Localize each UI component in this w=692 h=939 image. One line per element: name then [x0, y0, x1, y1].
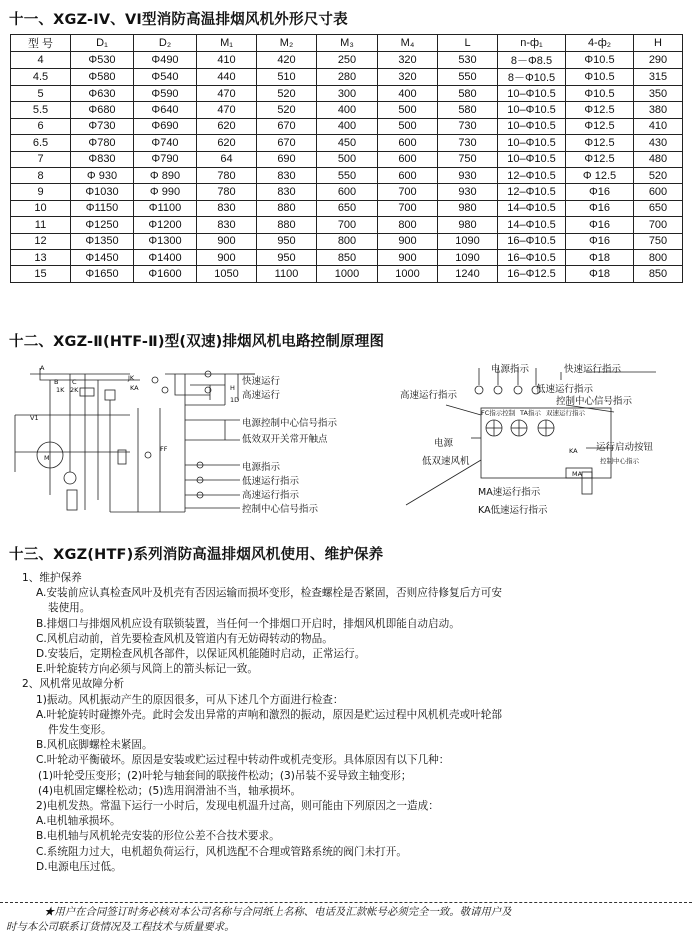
table-cell: 600	[634, 184, 683, 200]
table-cell: Φ1350	[71, 233, 134, 249]
column-header: M₃	[317, 35, 378, 52]
footer-line-1: ★用户在合同签订时务必核对本公司名称与合同纸上名称、电话及汇款帐号必须完全一致。敬请用户及	[44, 906, 512, 918]
table-cell: 900	[197, 233, 257, 249]
table-cell: 12	[11, 233, 71, 249]
label-dual-fan: 低双速风机	[422, 456, 470, 467]
table-row	[11, 118, 683, 134]
maintenance-line: D.安装后，定期检查风机各部件，以保证风机能随时启动，正常运行。	[36, 648, 366, 661]
table-row	[11, 184, 683, 200]
svg-text:KA: KA	[130, 384, 139, 392]
table-row	[11, 233, 683, 249]
maintenance-line: A.叶轮旋转时碰擦外壳。此时会发出异常的声响和激烈的振动，原因是贮运过程中风机机壳或叶轮部	[36, 708, 502, 721]
table-cell: 12–Φ10.5	[498, 184, 566, 200]
table-cell: 1090	[438, 249, 498, 265]
table-cell: 10	[11, 200, 71, 216]
table-cell: Φ1250	[71, 217, 134, 233]
table-row	[11, 217, 683, 233]
table-cell: 600	[378, 151, 438, 167]
table-cell: 930	[438, 167, 498, 183]
table-cell: 6	[11, 118, 71, 134]
maintenance-line: A.安装前应认真检查风叶及机壳有否因运输而损坏变形，检查螺栓是否紧固，否则应待修复后方可安	[36, 587, 502, 600]
table-cell: 1000	[317, 266, 378, 282]
column-header: H	[634, 35, 683, 52]
table-cell: Φ1400	[134, 249, 197, 265]
table-cell: 520	[257, 86, 317, 102]
label-fast-run: 快速运行	[242, 376, 281, 387]
table-cell: 420	[257, 52, 317, 69]
table-cell: 620	[197, 118, 257, 134]
maintenance-line: (4)电机固定螺栓松动；(5)选用润滑油不当，轴承损坏。	[38, 784, 302, 797]
table-cell: 16–Φ12.5	[498, 266, 566, 282]
table-row	[11, 249, 683, 265]
table-cell: 5	[11, 86, 71, 102]
table-cell: 400	[378, 86, 438, 102]
table-cell: 300	[317, 86, 378, 102]
table-cell: Φ630	[71, 86, 134, 102]
table-cell: Φ1650	[71, 266, 134, 282]
svg-text:2K: 2K	[70, 386, 79, 394]
table-row	[11, 69, 683, 86]
svg-text:JK: JK	[128, 374, 135, 382]
label-ta: TA指示	[520, 409, 541, 417]
svg-text:1K: 1K	[56, 386, 65, 394]
table-cell: 600	[378, 135, 438, 151]
table-cell: Φ740	[134, 135, 197, 151]
table-cell: 15	[11, 266, 71, 282]
section-11-title: 十一、XGZ-IV、VI型消防高温排烟风机外形尺寸表	[9, 12, 348, 28]
table-cell: 280	[317, 69, 378, 86]
table-row	[11, 135, 683, 151]
table-cell: 8－Φ8.5	[498, 52, 566, 69]
table-cell: 850	[317, 249, 378, 265]
table-cell: Φ12.5	[566, 118, 634, 134]
table-cell: Φ16	[566, 200, 634, 216]
svg-text:V1: V1	[30, 414, 39, 422]
table-cell: 600	[317, 184, 378, 200]
table-cell: 980	[438, 217, 498, 233]
table-cell: 480	[634, 151, 683, 167]
table-cell: 1000	[378, 266, 438, 282]
label-low-speed: 低速运行指示	[242, 476, 300, 487]
table-cell: Φ12.5	[566, 102, 634, 118]
label-fc: FC指示控制	[481, 409, 516, 417]
label-power-ind-r: 电源指示	[491, 364, 530, 375]
column-header: M₄	[378, 35, 438, 52]
table-cell: Φ1150	[71, 200, 134, 216]
table-cell: Φ10.5	[566, 52, 634, 69]
table-cell: 8	[11, 167, 71, 183]
svg-text:A: A	[40, 364, 45, 372]
column-header: M₁	[197, 35, 257, 52]
table-cell: 500	[378, 102, 438, 118]
maintenance-line: B.排烟口与排烟风机应设有联锁装置，当任何一个排烟口开启时，排烟风机即能自动启动。	[36, 617, 460, 630]
column-header: M₂	[257, 35, 317, 52]
table-cell: Φ490	[134, 52, 197, 69]
table-cell: 520	[634, 167, 683, 183]
table-header-row	[11, 35, 683, 52]
table-cell: 9	[11, 184, 71, 200]
table-cell: 700	[378, 200, 438, 216]
table-cell: 8－Φ10.5	[498, 69, 566, 86]
table-cell: Φ 890	[134, 167, 197, 183]
label-power-r: 电源	[434, 438, 454, 449]
table-cell: 500	[378, 118, 438, 134]
table-cell: Φ10.5	[566, 86, 634, 102]
label-high-speed: 高速运行指示	[242, 490, 300, 501]
maintenance-line: 2、风机常见故障分析	[22, 678, 125, 691]
table-cell: 290	[634, 52, 683, 69]
table-cell: 64	[197, 151, 257, 167]
table-cell: 980	[438, 200, 498, 216]
table-cell: 4.5	[11, 69, 71, 86]
table-row	[11, 200, 683, 216]
maintenance-line: D.电源电压过低。	[36, 860, 122, 873]
table-cell: Φ1030	[71, 184, 134, 200]
table-cell: 1240	[438, 266, 498, 282]
table-cell: 11	[11, 217, 71, 233]
maintenance-line: 1)振动。风机振动产生的原因很多，可从下述几个方面进行检查：	[36, 693, 344, 706]
label-high-run: 高速运行	[242, 390, 281, 401]
table-cell: 670	[257, 135, 317, 151]
table-cell: Φ580	[71, 69, 134, 86]
table-cell: 7	[11, 151, 71, 167]
table-cell: 380	[634, 102, 683, 118]
table-cell: 900	[378, 233, 438, 249]
table-cell: 880	[257, 200, 317, 216]
label-control-ind-r: 控制中心信号指示	[556, 396, 633, 407]
table-cell: 250	[317, 52, 378, 69]
table-cell: 520	[257, 102, 317, 118]
table-cell: 16–Φ10.5	[498, 233, 566, 249]
table-cell: 320	[378, 52, 438, 69]
table-cell: 1090	[438, 233, 498, 249]
maintenance-line: C.叶轮动平衡破坏。原因是安装或贮运过程中转动件或机壳变形。具体原因有以下几种：	[36, 754, 450, 767]
table-cell: 830	[197, 217, 257, 233]
dimension-table	[10, 34, 683, 283]
label-fast-ind-r: 快速运行指示	[564, 364, 622, 375]
table-cell: 750	[438, 151, 498, 167]
table-cell: Φ830	[71, 151, 134, 167]
maintenance-line: B.电机轴与风机轮壳安装的形位公差不合技术要求。	[36, 830, 280, 843]
label-ma-run: MA速运行指示	[478, 487, 541, 498]
table-cell: Φ12.5	[566, 151, 634, 167]
maintenance-line: (1)叶轮受压变形；(2)叶轮与轴套间的联接件松动；(3)吊装不妥导致主轴变形；	[38, 769, 412, 782]
table-cell: 580	[438, 86, 498, 102]
table-cell: 12–Φ10.5	[498, 167, 566, 183]
table-cell: 315	[634, 69, 683, 86]
table-cell: 470	[197, 86, 257, 102]
label-control-center: 控制中心信号指示	[242, 504, 319, 515]
table-cell: Φ1200	[134, 217, 197, 233]
table-cell: 530	[438, 52, 498, 69]
table-cell: Φ540	[134, 69, 197, 86]
table-cell: 5.5	[11, 102, 71, 118]
maintenance-line: C.系统阻力过大，电机超负荷运行，风机选配不合理或管路系统的阀门未打开。	[36, 845, 407, 858]
table-cell: Φ780	[71, 135, 134, 151]
table-cell: Φ16	[566, 233, 634, 249]
table-cell: 670	[257, 118, 317, 134]
label-power-indicator: 电源指示	[242, 462, 281, 473]
label-ma: MA	[572, 470, 583, 478]
table-cell: 900	[197, 249, 257, 265]
table-cell: 10–Φ10.5	[498, 151, 566, 167]
table-cell: 470	[197, 102, 257, 118]
table-cell: 410	[197, 52, 257, 69]
column-header: n-ф₁	[498, 35, 566, 52]
table-cell: 780	[197, 167, 257, 183]
table-cell: 830	[197, 200, 257, 216]
maintenance-line: 装使用。	[48, 602, 91, 615]
table-cell: Φ10.5	[566, 69, 634, 86]
table-cell: Φ790	[134, 151, 197, 167]
table-cell: 320	[378, 69, 438, 86]
table-cell: 900	[378, 249, 438, 265]
table-cell: 14–Φ10.5	[498, 217, 566, 233]
maintenance-line: 2)电机发热。常温下运行一小时后，发现电机温升过高，则可能由下列原因之一造成：	[36, 800, 439, 813]
table-cell: 730	[438, 118, 498, 134]
table-cell: 510	[257, 69, 317, 86]
table-cell: Φ1100	[134, 200, 197, 216]
table-cell: 950	[257, 233, 317, 249]
maintenance-line: 件发生变形。	[48, 724, 112, 737]
svg-text:FF: FF	[160, 445, 168, 453]
table-cell: Φ16	[566, 184, 634, 200]
svg-text:1D: 1D	[230, 396, 240, 404]
table-cell: Φ1450	[71, 249, 134, 265]
maintenance-line: A.电机轴承损坏。	[36, 815, 121, 828]
table-cell: Φ 990	[134, 184, 197, 200]
table-row	[11, 86, 683, 102]
maintenance-line: C.风机启动前，首先要检查风机及管道内有无妨碍转动的物品。	[36, 632, 333, 645]
table-row	[11, 52, 683, 69]
table-row	[11, 102, 683, 118]
table-cell: 930	[438, 184, 498, 200]
column-header: L	[438, 35, 498, 52]
table-cell: 690	[257, 151, 317, 167]
label-contact: 低效双开关常开触点	[242, 434, 328, 445]
table-cell: 800	[317, 233, 378, 249]
table-cell: 430	[634, 135, 683, 151]
table-cell: Φ18	[566, 266, 634, 282]
table-cell: Φ1600	[134, 266, 197, 282]
table-cell: 500	[317, 151, 378, 167]
table-cell: 650	[634, 200, 683, 216]
table-cell: Φ680	[71, 102, 134, 118]
table-cell: 4	[11, 52, 71, 69]
svg-text:C: C	[72, 378, 77, 386]
table-cell: 6.5	[11, 135, 71, 151]
table-row	[11, 266, 683, 282]
label-control-center-r: 控制中心指示	[600, 457, 639, 465]
label-ka-run: KA低速运行指示	[478, 505, 548, 516]
table-cell: 700	[317, 217, 378, 233]
table-cell: 440	[197, 69, 257, 86]
column-header: D₁	[71, 35, 134, 52]
table-cell: 620	[197, 135, 257, 151]
table-cell: 730	[438, 135, 498, 151]
table-cell: 10–Φ10.5	[498, 102, 566, 118]
left-circuit-diagram	[10, 360, 370, 525]
maintenance-line: B.风机底脚螺栓未紧固。	[36, 739, 153, 752]
right-panel-diagram	[386, 360, 686, 525]
svg-text:H: H	[230, 384, 235, 392]
column-header: 型 号	[11, 35, 71, 52]
table-cell: 700	[634, 217, 683, 233]
column-header: D₂	[134, 35, 197, 52]
table-cell: 10–Φ10.5	[498, 86, 566, 102]
label-high-ind-r: 高速运行指示	[400, 390, 458, 401]
table-cell: Φ1300	[134, 233, 197, 249]
maintenance-line: E.叶轮旋转方向必须与风筒上的箭头标记一致。	[36, 663, 258, 676]
table-cell: 830	[257, 167, 317, 183]
table-cell: 400	[317, 102, 378, 118]
section-13-title: 十三、XGZ(HTF)系列消防高温排烟风机使用、维护保养	[9, 547, 384, 563]
table-cell: 13	[11, 249, 71, 265]
table-cell: 580	[438, 102, 498, 118]
table-cell: Φ640	[134, 102, 197, 118]
table-cell: 800	[634, 249, 683, 265]
table-cell: 600	[378, 167, 438, 183]
table-cell: 350	[634, 86, 683, 102]
table-cell: 750	[634, 233, 683, 249]
table-cell: Φ590	[134, 86, 197, 102]
label-start-button: 运行启动按钮	[596, 442, 654, 453]
svg-text:M: M	[44, 454, 50, 462]
table-cell: 880	[257, 217, 317, 233]
label-control-signal: 电源控制中心信号指示	[242, 418, 338, 429]
maintenance-text	[14, 571, 682, 875]
table-cell: Φ12.5	[566, 135, 634, 151]
table-cell: 410	[634, 118, 683, 134]
table-cell: 550	[438, 69, 498, 86]
table-cell: 16–Φ10.5	[498, 249, 566, 265]
table-cell: 550	[317, 167, 378, 183]
maintenance-line: 1、维护保养	[22, 572, 82, 584]
table-cell: 10–Φ10.5	[498, 118, 566, 134]
table-cell: 1050	[197, 266, 257, 282]
table-cell: 14–Φ10.5	[498, 200, 566, 216]
label-low-ind-r: 低速运行指示	[536, 384, 594, 395]
table-cell: 780	[197, 184, 257, 200]
label-dual-run: 双速运行指示	[546, 409, 585, 417]
table-cell: 700	[378, 184, 438, 200]
table-cell: Φ690	[134, 118, 197, 134]
label-ka: KA	[569, 447, 578, 455]
table-cell: 10–Φ10.5	[498, 135, 566, 151]
table-cell: Φ530	[71, 52, 134, 69]
svg-text:B: B	[54, 378, 59, 386]
table-cell: 950	[257, 249, 317, 265]
table-cell: 850	[634, 266, 683, 282]
table-cell: Φ730	[71, 118, 134, 134]
table-cell: 800	[378, 217, 438, 233]
table-cell: Φ16	[566, 217, 634, 233]
table-row	[11, 167, 683, 183]
section-12-title: 十二、XGZ-Ⅱ(HTF-Ⅱ)型(双速)排烟风机电路控制原理图	[9, 334, 385, 350]
table-cell: 1100	[257, 266, 317, 282]
table-cell: 450	[317, 135, 378, 151]
footer-notice	[0, 902, 692, 935]
table-cell: Φ 930	[71, 167, 134, 183]
table-cell: Φ18	[566, 249, 634, 265]
table-cell: 650	[317, 200, 378, 216]
column-header: 4-ф₂	[566, 35, 634, 52]
table-cell: 400	[317, 118, 378, 134]
footer-line-2: 时与本公司联系订货情况及工程技术与质量要求。	[6, 921, 235, 933]
table-row	[11, 151, 683, 167]
table-cell: Φ 12.5	[566, 167, 634, 183]
table-cell: 830	[257, 184, 317, 200]
